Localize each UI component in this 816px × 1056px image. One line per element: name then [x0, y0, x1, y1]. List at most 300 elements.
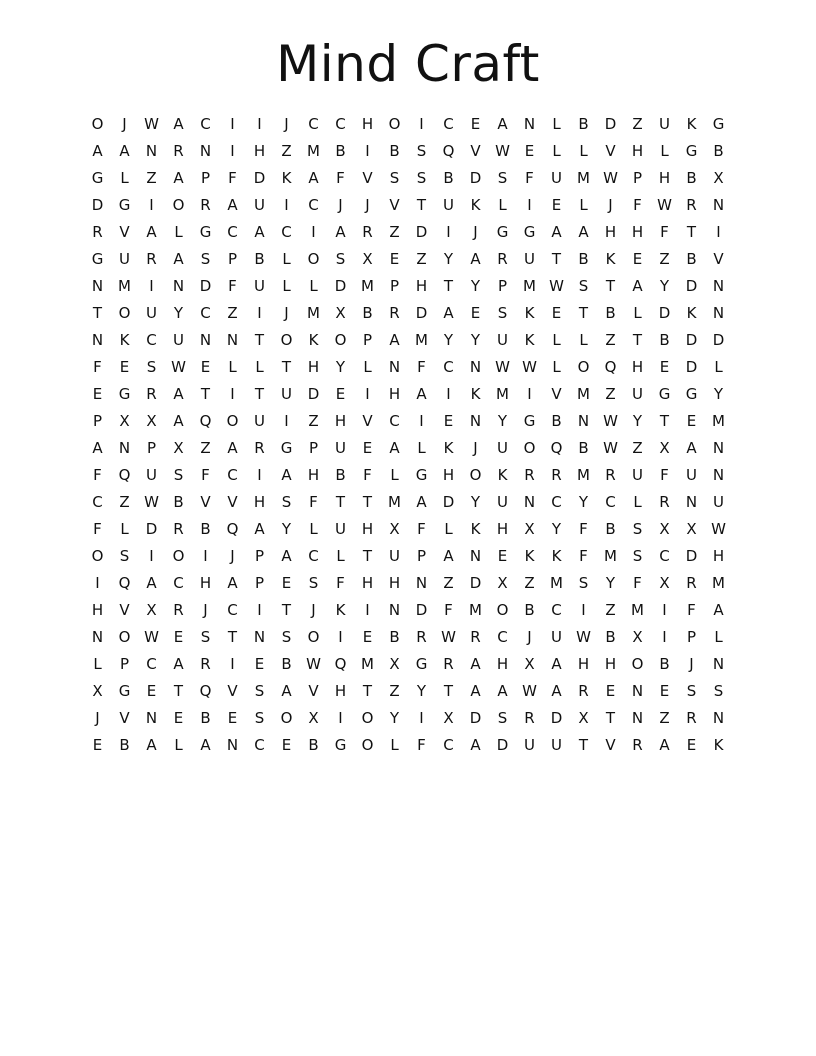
grid-letter: A [389, 331, 400, 349]
grid-letter: O [577, 358, 590, 376]
grid-letter: P [119, 655, 130, 673]
grid-letter: Z [605, 331, 616, 349]
grid-letter: A [200, 736, 211, 754]
grid-letter: P [200, 169, 211, 187]
grid-letter: T [605, 277, 616, 295]
grid-letter: G [658, 385, 671, 403]
grid-letter: N [712, 655, 725, 673]
grid-letter: I [230, 385, 235, 403]
grid-letter: R [416, 628, 427, 646]
grid-letter: N [199, 331, 212, 349]
grid-letter: H [334, 412, 347, 430]
grid-letter: J [527, 628, 532, 646]
grid-letter: U [551, 736, 562, 754]
grid-letter: W [603, 169, 618, 187]
grid-letter: N [469, 358, 482, 376]
grid-letter: C [389, 412, 400, 430]
grid-letter: F [93, 358, 102, 376]
grid-letter: A [173, 169, 184, 187]
grid-letter: N [712, 709, 725, 727]
grid-letter: V [551, 385, 562, 403]
grid-letter: P [254, 547, 265, 565]
grid-letter: U [551, 169, 562, 187]
grid-letter: X [362, 250, 373, 268]
grid-letter: T [254, 331, 265, 349]
grid-letter: S [389, 169, 400, 187]
grid-letter: A [254, 223, 265, 241]
grid-letter: F [228, 169, 237, 187]
grid-letter: R [92, 223, 103, 241]
grid-letter: O [226, 412, 239, 430]
grid-letter: S [254, 709, 265, 727]
grid-letter: Z [632, 439, 643, 457]
grid-letter: D [550, 709, 563, 727]
grid-letter: B [578, 115, 589, 133]
grid-letter: Y [470, 493, 481, 511]
grid-letter: T [281, 358, 292, 376]
grid-letter: L [255, 358, 264, 376]
grid-letter: P [497, 277, 508, 295]
grid-letter: B [686, 169, 697, 187]
grid-letter: Z [389, 682, 400, 700]
grid-letter: B [281, 655, 292, 673]
grid-letter: G [91, 169, 104, 187]
grid-letter: T [443, 682, 454, 700]
grid-letter: C [200, 304, 211, 322]
grid-letter: A [578, 223, 589, 241]
grid-letter: Q [604, 358, 617, 376]
grid-letter: M [307, 304, 320, 322]
grid-letter: A [92, 142, 103, 160]
grid-letter: A [173, 655, 184, 673]
grid-letter: K [470, 196, 481, 214]
grid-letter: R [362, 223, 373, 241]
grid-letter: E [254, 655, 265, 673]
grid-letter: R [146, 250, 157, 268]
grid-letter: A [443, 547, 454, 565]
grid-letter: H [415, 277, 428, 295]
grid-letter: G [523, 223, 536, 241]
grid-letter: A [281, 466, 292, 484]
grid-letter: Q [550, 439, 563, 457]
grid-letter: U [254, 277, 265, 295]
grid-letter: N [91, 331, 104, 349]
grid-letter: M [523, 277, 536, 295]
grid-letter: I [149, 547, 154, 565]
grid-letter: I [149, 277, 154, 295]
grid-letter: R [443, 655, 454, 673]
grid-letter: O [91, 547, 104, 565]
grid-letter: R [173, 601, 184, 619]
grid-letter: N [712, 304, 725, 322]
grid-letter: B [173, 493, 184, 511]
grid-letter: S [578, 574, 589, 592]
grid-letter: V [605, 736, 616, 754]
grid-letter: G [496, 223, 509, 241]
grid-letter: L [390, 466, 399, 484]
grid-letter: E [173, 628, 184, 646]
grid-letter: A [173, 412, 184, 430]
grid-letter: T [632, 331, 643, 349]
grid-letter: C [308, 115, 319, 133]
grid-letter: O [307, 628, 320, 646]
grid-letter: E [92, 385, 103, 403]
grid-letter: H [361, 520, 374, 538]
grid-letter: Y [173, 304, 184, 322]
grid-letter: N [469, 412, 482, 430]
grid-letter: A [416, 385, 427, 403]
grid-letter: C [551, 493, 562, 511]
grid-letter: L [579, 142, 588, 160]
grid-letter: S [200, 250, 211, 268]
grid-letter: U [146, 466, 157, 484]
grid-letter: F [417, 520, 426, 538]
grid-letter: V [470, 142, 481, 160]
grid-letter: Y [551, 520, 562, 538]
grid-letter: D [604, 115, 617, 133]
grid-letter: T [605, 709, 616, 727]
grid-letter: F [660, 223, 669, 241]
grid-letter: I [581, 601, 586, 619]
grid-letter: N [118, 439, 131, 457]
grid-letter: H [658, 169, 671, 187]
grid-letter: Q [442, 142, 455, 160]
grid-letter: B [335, 142, 346, 160]
grid-letter: A [632, 277, 643, 295]
grid-letter: H [253, 493, 266, 511]
grid-letter: O [496, 601, 509, 619]
grid-letter: T [254, 385, 265, 403]
grid-letter: E [362, 439, 373, 457]
grid-letter: Y [443, 250, 454, 268]
grid-letter: D [91, 196, 104, 214]
grid-letter: Z [281, 142, 292, 160]
grid-letter: R [389, 304, 400, 322]
grid-letter: K [308, 331, 319, 349]
grid-letter: C [497, 628, 508, 646]
grid-letter: R [200, 655, 211, 673]
grid-letter: L [579, 196, 588, 214]
grid-letter: L [552, 142, 561, 160]
grid-letter: N [388, 601, 401, 619]
grid-letter: L [174, 223, 183, 241]
grid-letter: T [200, 385, 211, 403]
grid-letter: G [685, 142, 698, 160]
grid-letter: T [92, 304, 103, 322]
grid-letter: J [338, 196, 343, 214]
grid-letter: C [200, 115, 211, 133]
grid-letter: P [254, 574, 265, 592]
grid-letter: H [496, 655, 509, 673]
grid-letter: F [201, 466, 210, 484]
grid-letter: O [631, 655, 644, 673]
grid-letter: R [659, 493, 670, 511]
grid-letter: K [470, 385, 481, 403]
grid-letter: Z [443, 574, 454, 592]
grid-letter: V [119, 223, 130, 241]
grid-letter: L [714, 358, 723, 376]
grid-letter: M [712, 574, 725, 592]
grid-letter: D [469, 574, 482, 592]
grid-letter: Y [470, 331, 481, 349]
grid-letter: A [146, 574, 157, 592]
grid-letter: N [685, 493, 698, 511]
grid-letter: S [497, 304, 508, 322]
grid-letter: G [415, 466, 428, 484]
grid-letter: C [605, 493, 616, 511]
grid-letter: F [444, 601, 453, 619]
grid-letter: P [362, 331, 373, 349]
grid-letter: S [254, 682, 265, 700]
grid-letter: U [335, 520, 346, 538]
grid-letter: Z [659, 250, 670, 268]
grid-letter: U [524, 736, 535, 754]
grid-letter: P [227, 250, 238, 268]
grid-letter: Z [227, 304, 238, 322]
grid-letter: A [497, 682, 508, 700]
grid-letter: G [199, 223, 212, 241]
grid-letter: N [253, 628, 266, 646]
grid-letter: L [633, 493, 642, 511]
grid-letter: A [416, 493, 427, 511]
grid-letter: S [200, 628, 211, 646]
grid-letter: S [686, 682, 697, 700]
grid-letter: T [227, 628, 238, 646]
grid-letter: B [308, 736, 319, 754]
grid-letter: C [443, 115, 454, 133]
grid-letter: H [361, 574, 374, 592]
grid-letter: F [579, 547, 588, 565]
grid-letter: H [307, 466, 320, 484]
grid-letter: J [473, 223, 478, 241]
grid-letter: D [145, 520, 158, 538]
grid-letter: C [227, 601, 238, 619]
grid-letter: K [524, 331, 535, 349]
grid-letter: O [280, 331, 293, 349]
grid-letter: U [497, 331, 508, 349]
grid-letter: F [525, 169, 534, 187]
grid-letter: E [227, 709, 238, 727]
grid-letter: P [632, 169, 643, 187]
grid-letter: C [335, 115, 346, 133]
grid-letter: D [496, 736, 509, 754]
grid-letter: L [552, 358, 561, 376]
grid-letter: X [389, 520, 400, 538]
grid-letter: B [659, 331, 670, 349]
grid-letter: N [712, 196, 725, 214]
grid-letter: C [227, 466, 238, 484]
grid-letter: M [388, 493, 401, 511]
grid-letter: E [551, 304, 562, 322]
grid-letter: C [281, 223, 292, 241]
grid-letter: L [552, 115, 561, 133]
grid-letter: I [257, 304, 262, 322]
grid-letter: A [227, 439, 238, 457]
grid-letter: J [284, 115, 289, 133]
grid-letter: X [146, 412, 157, 430]
grid-letter: A [470, 250, 481, 268]
grid-letter: S [416, 169, 427, 187]
grid-letter: J [473, 439, 478, 457]
grid-letter: L [444, 520, 453, 538]
grid-letter: I [257, 601, 262, 619]
grid-letter: K [524, 547, 535, 565]
grid-letter: H [253, 142, 266, 160]
grid-letter: W [603, 412, 618, 430]
grid-letter: A [470, 682, 481, 700]
grid-letter: O [91, 115, 104, 133]
grid-letter: F [633, 574, 642, 592]
grid-letter: A [146, 223, 157, 241]
grid-letter: T [578, 736, 589, 754]
grid-letter: C [551, 601, 562, 619]
grid-letter: R [146, 385, 157, 403]
grid-letter: A [173, 385, 184, 403]
grid-letter: V [227, 493, 238, 511]
grid-letter: I [365, 601, 370, 619]
grid-letter: V [200, 493, 211, 511]
grid-letter: X [92, 682, 103, 700]
grid-letter: U [632, 385, 643, 403]
grid-letter: F [417, 358, 426, 376]
grid-letter: C [443, 736, 454, 754]
grid-letter: X [119, 412, 130, 430]
grid-letter: K [686, 304, 697, 322]
grid-letter: H [631, 223, 644, 241]
grid-letter: T [659, 412, 670, 430]
grid-letter: U [686, 466, 697, 484]
grid-letter: B [200, 520, 211, 538]
grid-letter: R [632, 736, 643, 754]
grid-letter: V [119, 709, 130, 727]
grid-letter: Y [470, 277, 481, 295]
grid-letter: J [203, 601, 208, 619]
grid-letter: A [281, 547, 292, 565]
grid-letter: G [523, 412, 536, 430]
grid-letter: E [551, 196, 562, 214]
grid-letter: H [307, 358, 320, 376]
grid-letter: I [365, 142, 370, 160]
grid-letter: X [443, 709, 454, 727]
grid-letter: N [91, 277, 104, 295]
grid-letter: A [551, 655, 562, 673]
grid-letter: A [281, 682, 292, 700]
grid-letter: W [603, 439, 618, 457]
grid-letter: H [361, 115, 374, 133]
grid-letter: J [608, 196, 613, 214]
grid-letter: D [307, 385, 320, 403]
grid-letter: O [361, 709, 374, 727]
grid-letter: A [335, 223, 346, 241]
grid-letter: S [416, 142, 427, 160]
grid-letter: P [92, 412, 103, 430]
grid-letter: I [419, 412, 424, 430]
grid-letter: A [470, 655, 481, 673]
grid-letter: A [686, 439, 697, 457]
grid-letter: X [659, 574, 670, 592]
grid-letter: B [362, 304, 373, 322]
grid-letter: D [415, 304, 428, 322]
grid-letter: U [443, 196, 454, 214]
grid-letter: K [470, 520, 481, 538]
grid-letter: T [551, 250, 562, 268]
grid-letter: X [146, 601, 157, 619]
grid-letter: Y [335, 358, 346, 376]
grid-letter: X [173, 439, 184, 457]
grid-letter: E [470, 304, 481, 322]
grid-letter: L [282, 250, 291, 268]
grid-letter: T [362, 547, 373, 565]
grid-letter: N [199, 142, 212, 160]
grid-letter: F [579, 520, 588, 538]
grid-letter: T [416, 196, 427, 214]
grid-letter: I [311, 223, 316, 241]
grid-letter: F [336, 169, 345, 187]
grid-letter: N [145, 709, 158, 727]
grid-letter: B [578, 439, 589, 457]
grid-letter: U [632, 466, 643, 484]
grid-letter: X [578, 709, 589, 727]
grid-letter: R [686, 196, 697, 214]
grid-letter: Q [199, 412, 212, 430]
grid-letter: E [389, 250, 400, 268]
grid-letter: W [522, 358, 537, 376]
grid-letter: N [712, 466, 725, 484]
grid-letter: J [689, 655, 694, 673]
grid-letter: L [579, 331, 588, 349]
grid-letter: R [254, 439, 265, 457]
grid-letter: L [336, 547, 345, 565]
grid-letter: Z [605, 601, 616, 619]
grid-letter: A [497, 115, 508, 133]
grid-letter: T [362, 682, 373, 700]
grid-letter: O [523, 439, 536, 457]
grid-letter: R [524, 709, 535, 727]
grid-letter: V [605, 142, 616, 160]
grid-letter: A [173, 115, 184, 133]
grid-letter: K [605, 250, 616, 268]
grid-letter: B [578, 250, 589, 268]
grid-letter: Z [605, 385, 616, 403]
grid-letter: N [226, 736, 239, 754]
grid-letter: I [230, 655, 235, 673]
grid-letter: Z [308, 412, 319, 430]
grid-letter: F [93, 520, 102, 538]
grid-letter: P [686, 628, 697, 646]
grid-letter: M [307, 142, 320, 160]
grid-letter: M [577, 466, 590, 484]
grid-letter: Y [497, 412, 508, 430]
grid-letter: L [660, 142, 669, 160]
grid-letter: T [443, 277, 454, 295]
grid-letter: X [335, 304, 346, 322]
grid-letter: D [469, 709, 482, 727]
grid-letter: B [443, 169, 454, 187]
grid-letter: F [633, 196, 642, 214]
grid-letter: H [496, 520, 509, 538]
grid-letter: D [685, 547, 698, 565]
grid-letter: M [604, 547, 617, 565]
grid-letter: I [338, 709, 343, 727]
grid-letter: C [254, 736, 265, 754]
grid-letter: W [144, 493, 159, 511]
grid-letter: Y [281, 520, 292, 538]
grid-letter: H [604, 655, 617, 673]
grid-letter: E [497, 547, 508, 565]
grid-letter: B [605, 304, 616, 322]
grid-letter: V [389, 196, 400, 214]
grid-letter: J [311, 601, 316, 619]
